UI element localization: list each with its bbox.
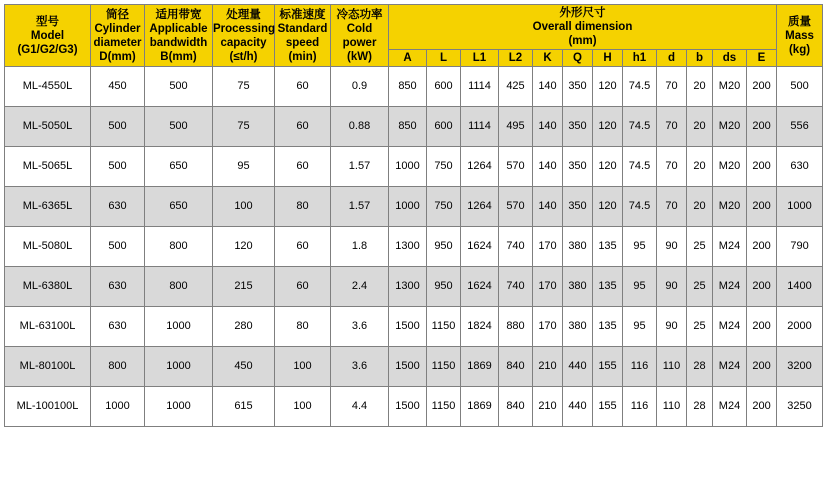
cell-standard-speed: 80: [275, 187, 331, 227]
header-applicable-bandwidth: [145, 5, 213, 67]
cell-model: ML-4550L: [5, 67, 91, 107]
cell-mass: 3250: [777, 387, 823, 427]
cell-mass: 556: [777, 107, 823, 147]
cell-standard-speed: 80: [275, 307, 331, 347]
header-cold-power-en: Cold power: [342, 22, 377, 49]
cell-dimension-l2: 570: [499, 187, 533, 227]
cell-mass: 790: [777, 227, 823, 267]
cell-dimension-b: 20: [687, 67, 713, 107]
header-cold-power-unit: (kW): [347, 50, 372, 63]
header-standard-speed-en: Standard speed: [277, 22, 328, 49]
cell-mass: 1400: [777, 267, 823, 307]
cell-cylinder-diameter: 630: [91, 187, 145, 227]
cell-model: ML-80100L: [5, 347, 91, 387]
header-dimension-l: L: [427, 50, 461, 67]
cell-dimension-l2: 840: [499, 347, 533, 387]
cell-dimension-e: 200: [747, 187, 777, 227]
header-model-unit: (G1/G2/G3): [17, 43, 78, 56]
header-mass-cn: 质量: [788, 15, 812, 28]
cell-dimension-h: 155: [593, 347, 623, 387]
cell-cold-power: 1.8: [331, 227, 389, 267]
table-row: [5, 67, 823, 107]
cell-processing-capacity: 280: [213, 307, 275, 347]
cell-cold-power: 3.6: [331, 347, 389, 387]
header-dimension-ds: ds: [713, 50, 747, 67]
cell-cylinder-diameter: 500: [91, 107, 145, 147]
cell-dimension-h1: 95: [623, 307, 657, 347]
cell-dimension-l2: 840: [499, 387, 533, 427]
cell-dimension-ds: M24: [713, 307, 747, 347]
cell-mass: 500: [777, 67, 823, 107]
cell-dimension-l: 750: [427, 187, 461, 227]
cell-dimension-q: 350: [563, 187, 593, 227]
cell-dimension-a: 1000: [389, 187, 427, 227]
cell-mass: 2000: [777, 307, 823, 347]
cell-dimension-l: 1150: [427, 387, 461, 427]
cell-mass: 3200: [777, 347, 823, 387]
cell-applicable-bandwidth: 1000: [145, 347, 213, 387]
cell-model: ML-63100L: [5, 307, 91, 347]
cell-dimension-k: 210: [533, 347, 563, 387]
header-processing-capacity-cn: 处理量: [226, 8, 261, 21]
cell-model: ML-5065L: [5, 147, 91, 187]
table-row: [5, 267, 823, 307]
header-cylinder-diameter: [91, 5, 145, 67]
cell-dimension-h: 135: [593, 267, 623, 307]
cell-cold-power: 1.57: [331, 147, 389, 187]
header-model-en: Model: [30, 29, 65, 42]
cell-processing-capacity: 95: [213, 147, 275, 187]
cell-model: ML-5050L: [5, 107, 91, 147]
table-row: [5, 187, 823, 227]
cell-model: ML-6380L: [5, 267, 91, 307]
cell-dimension-l: 950: [427, 227, 461, 267]
cell-dimension-l1: 1824: [461, 307, 499, 347]
cell-dimension-e: 200: [747, 67, 777, 107]
header-processing-capacity: [213, 5, 275, 67]
cell-dimension-d: 70: [657, 67, 687, 107]
cell-dimension-h: 120: [593, 107, 623, 147]
cell-dimension-k: 140: [533, 147, 563, 187]
cell-dimension-k: 140: [533, 107, 563, 147]
table-row: [5, 107, 823, 147]
cell-dimension-e: 200: [747, 307, 777, 347]
cell-dimension-ds: M24: [713, 387, 747, 427]
cell-dimension-h1: 74.5: [623, 187, 657, 227]
cell-standard-speed: 60: [275, 67, 331, 107]
cell-applicable-bandwidth: 1000: [145, 307, 213, 347]
header-standard-speed-unit: (min): [288, 50, 317, 63]
cell-dimension-d: 90: [657, 267, 687, 307]
cell-dimension-l2: 880: [499, 307, 533, 347]
table-row: [5, 227, 823, 267]
cell-dimension-l2: 740: [499, 227, 533, 267]
cell-applicable-bandwidth: 800: [145, 227, 213, 267]
cell-cold-power: 4.4: [331, 387, 389, 427]
cell-cylinder-diameter: 800: [91, 347, 145, 387]
cell-cold-power: 3.6: [331, 307, 389, 347]
cell-dimension-b: 20: [687, 147, 713, 187]
cell-dimension-h: 120: [593, 67, 623, 107]
cell-dimension-b: 25: [687, 227, 713, 267]
cell-dimension-d: 90: [657, 307, 687, 347]
cell-processing-capacity: 215: [213, 267, 275, 307]
cell-dimension-h1: 74.5: [623, 147, 657, 187]
header-overall-dimension-en: Overall dimension: [532, 21, 633, 34]
header-dimension-h: H: [593, 50, 623, 67]
table-row: [5, 347, 823, 387]
cell-dimension-ds: M20: [713, 147, 747, 187]
cell-model: ML-6365L: [5, 187, 91, 227]
cell-dimension-l: 1150: [427, 347, 461, 387]
cell-dimension-l1: 1114: [461, 107, 499, 147]
cell-dimension-e: 200: [747, 147, 777, 187]
cell-dimension-l1: 1264: [461, 147, 499, 187]
cell-dimension-a: 850: [389, 107, 427, 147]
cell-dimension-q: 350: [563, 147, 593, 187]
header-overall-dimension-unit: (mm): [568, 35, 597, 48]
header-processing-capacity-en: Processing capacity: [213, 22, 275, 49]
cell-dimension-l: 950: [427, 267, 461, 307]
cell-standard-speed: 60: [275, 227, 331, 267]
cell-cylinder-diameter: 1000: [91, 387, 145, 427]
cell-dimension-b: 28: [687, 347, 713, 387]
cell-dimension-e: 200: [747, 347, 777, 387]
table-row: [5, 307, 823, 347]
cell-dimension-l1: 1624: [461, 267, 499, 307]
cell-cold-power: 2.4: [331, 267, 389, 307]
header-overall-dimension-cn: 外形尺寸: [559, 7, 606, 19]
cell-mass: 1000: [777, 187, 823, 227]
cell-processing-capacity: 615: [213, 387, 275, 427]
cell-dimension-q: 380: [563, 267, 593, 307]
cell-dimension-b: 25: [687, 267, 713, 307]
header-dimension-l1: L1: [461, 50, 499, 67]
cell-dimension-d: 90: [657, 227, 687, 267]
cell-dimension-h1: 95: [623, 227, 657, 267]
cell-dimension-ds: M24: [713, 347, 747, 387]
cell-model: ML-5080L: [5, 227, 91, 267]
header-dimension-q: Q: [563, 50, 593, 67]
header-dimension-k: K: [533, 50, 563, 67]
cell-cylinder-diameter: 450: [91, 67, 145, 107]
cell-dimension-d: 70: [657, 107, 687, 147]
cell-standard-speed: 60: [275, 267, 331, 307]
cell-applicable-bandwidth: 500: [145, 67, 213, 107]
cell-dimension-d: 110: [657, 347, 687, 387]
header-cylinder-diameter-en: Cylinder diameter: [93, 22, 142, 49]
cell-processing-capacity: 75: [213, 67, 275, 107]
cell-cylinder-diameter: 630: [91, 267, 145, 307]
cell-dimension-a: 1500: [389, 387, 427, 427]
cell-dimension-h: 120: [593, 187, 623, 227]
cell-dimension-a: 1300: [389, 227, 427, 267]
cell-dimension-q: 380: [563, 227, 593, 267]
cell-applicable-bandwidth: 500: [145, 107, 213, 147]
cell-dimension-e: 200: [747, 107, 777, 147]
header-applicable-bandwidth-unit: B(mm): [160, 50, 197, 63]
header-applicable-bandwidth-cn: 适用带宽: [155, 8, 202, 21]
cell-dimension-a: 850: [389, 67, 427, 107]
header-mass-en: Mass: [785, 29, 814, 42]
cell-dimension-q: 440: [563, 387, 593, 427]
cell-cold-power: 1.57: [331, 187, 389, 227]
cell-dimension-a: 1500: [389, 347, 427, 387]
cell-applicable-bandwidth: 1000: [145, 387, 213, 427]
cell-applicable-bandwidth: 800: [145, 267, 213, 307]
cell-dimension-l2: 740: [499, 267, 533, 307]
cell-dimension-h: 120: [593, 147, 623, 187]
cell-dimension-ds: M20: [713, 67, 747, 107]
cell-dimension-ds: M20: [713, 107, 747, 147]
header-applicable-bandwidth-en: Applicable bandwidth: [149, 22, 208, 49]
cell-processing-capacity: 120: [213, 227, 275, 267]
cell-dimension-a: 1300: [389, 267, 427, 307]
cell-dimension-d: 70: [657, 147, 687, 187]
cell-dimension-h: 135: [593, 307, 623, 347]
cell-cylinder-diameter: 500: [91, 147, 145, 187]
cell-dimension-k: 170: [533, 307, 563, 347]
header-cold-power: [331, 5, 389, 67]
cell-dimension-h1: 116: [623, 347, 657, 387]
cell-dimension-b: 20: [687, 187, 713, 227]
cell-dimension-l: 600: [427, 67, 461, 107]
cell-dimension-l1: 1264: [461, 187, 499, 227]
header-cylinder-diameter-cn: 筒径: [106, 8, 129, 21]
header-standard-speed-cn: 标准速度: [279, 8, 326, 21]
cell-processing-capacity: 75: [213, 107, 275, 147]
header-dimension-l2: L2: [499, 50, 533, 67]
cell-dimension-h: 135: [593, 227, 623, 267]
cell-processing-capacity: 100: [213, 187, 275, 227]
cell-dimension-e: 200: [747, 227, 777, 267]
cell-dimension-b: 28: [687, 387, 713, 427]
cell-dimension-k: 140: [533, 67, 563, 107]
header-overall-dimension: [389, 5, 777, 50]
header-model: [5, 5, 91, 67]
header-model-cn: 型号: [36, 15, 59, 28]
cell-dimension-l: 1150: [427, 307, 461, 347]
cell-dimension-l1: 1624: [461, 227, 499, 267]
header-cold-power-cn: 冷态功率: [336, 8, 383, 21]
cell-dimension-b: 20: [687, 107, 713, 147]
cell-dimension-b: 25: [687, 307, 713, 347]
header-mass: [777, 5, 823, 67]
cell-dimension-q: 380: [563, 307, 593, 347]
cell-dimension-l2: 425: [499, 67, 533, 107]
cell-standard-speed: 100: [275, 387, 331, 427]
header-processing-capacity-unit: (≤t/h): [229, 50, 258, 63]
cell-cylinder-diameter: 630: [91, 307, 145, 347]
cell-dimension-h1: 116: [623, 387, 657, 427]
cell-dimension-d: 70: [657, 187, 687, 227]
header-dimension-a: A: [389, 50, 427, 67]
header-cylinder-diameter-unit: D(mm): [99, 50, 136, 63]
cell-dimension-h1: 74.5: [623, 107, 657, 147]
cell-dimension-a: 1000: [389, 147, 427, 187]
cell-applicable-bandwidth: 650: [145, 187, 213, 227]
table-body: [5, 67, 823, 427]
header-dimension-d: d: [657, 50, 687, 67]
cell-dimension-k: 170: [533, 227, 563, 267]
cell-applicable-bandwidth: 650: [145, 147, 213, 187]
cell-dimension-l: 600: [427, 107, 461, 147]
header-dimension-e: E: [747, 50, 777, 67]
cell-dimension-l2: 570: [499, 147, 533, 187]
cell-dimension-ds: M24: [713, 267, 747, 307]
cell-dimension-l1: 1869: [461, 347, 499, 387]
cell-dimension-a: 1500: [389, 307, 427, 347]
cell-dimension-e: 200: [747, 387, 777, 427]
cell-standard-speed: 100: [275, 347, 331, 387]
cell-dimension-l1: 1869: [461, 387, 499, 427]
cell-dimension-k: 170: [533, 267, 563, 307]
cell-processing-capacity: 450: [213, 347, 275, 387]
table-row: [5, 387, 823, 427]
header-dimension-h1: h1: [623, 50, 657, 67]
header-mass-unit: (kg): [788, 43, 811, 56]
cell-dimension-l2: 495: [499, 107, 533, 147]
cell-dimension-q: 350: [563, 67, 593, 107]
cell-standard-speed: 60: [275, 147, 331, 187]
cell-dimension-k: 210: [533, 387, 563, 427]
cell-dimension-q: 440: [563, 347, 593, 387]
cell-dimension-l1: 1114: [461, 67, 499, 107]
cell-dimension-ds: M20: [713, 187, 747, 227]
cell-dimension-q: 350: [563, 107, 593, 147]
table-row: [5, 147, 823, 187]
table-header-row-top: [5, 5, 823, 50]
cell-dimension-ds: M24: [713, 227, 747, 267]
cell-cylinder-diameter: 500: [91, 227, 145, 267]
cell-mass: 630: [777, 147, 823, 187]
cell-dimension-h1: 95: [623, 267, 657, 307]
header-standard-speed: [275, 5, 331, 67]
cell-cold-power: 0.9: [331, 67, 389, 107]
cell-dimension-k: 140: [533, 187, 563, 227]
cell-dimension-l: 750: [427, 147, 461, 187]
cell-dimension-h1: 74.5: [623, 67, 657, 107]
cell-standard-speed: 60: [275, 107, 331, 147]
cell-model: ML-100100L: [5, 387, 91, 427]
cell-dimension-e: 200: [747, 267, 777, 307]
cell-dimension-h: 155: [593, 387, 623, 427]
specification-table: [4, 4, 823, 427]
cell-dimension-d: 110: [657, 387, 687, 427]
cell-cold-power: 0.88: [331, 107, 389, 147]
header-dimension-b: b: [687, 50, 713, 67]
